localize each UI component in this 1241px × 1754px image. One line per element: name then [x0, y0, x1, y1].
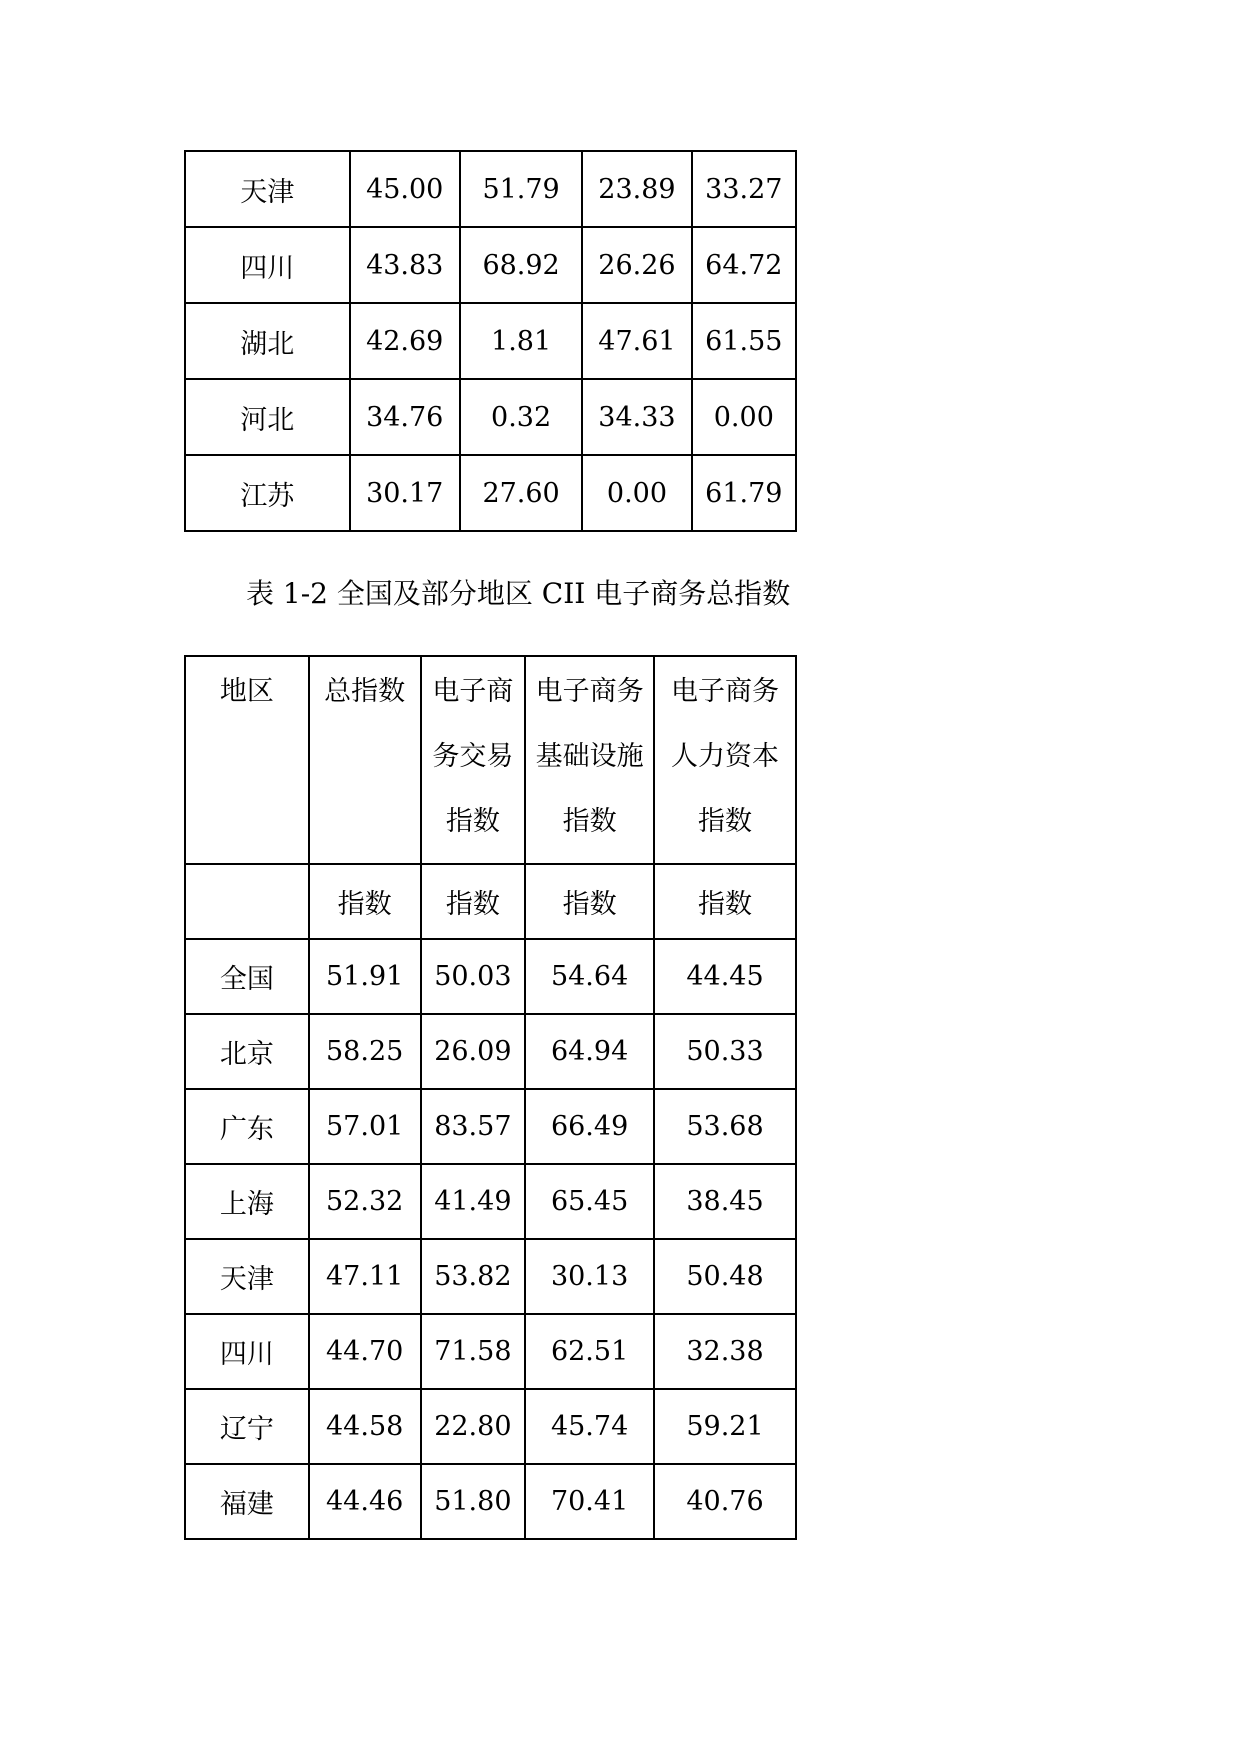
region-cell: 四川 [185, 1314, 309, 1389]
table-subheader-row [185, 864, 796, 939]
cii-ecommerce-index-table [184, 655, 797, 1540]
header-line: 人力资本 [671, 741, 779, 772]
header-human-capital-index [654, 656, 796, 864]
value-cell: 44.70 [309, 1314, 421, 1389]
regional-index-table-continued [184, 150, 797, 532]
value-cell: 22.80 [421, 1389, 526, 1464]
value-cell: 45.00 [350, 151, 460, 227]
table-caption: 表 1-2 全国及部分地区 CII 电子商务总指数 [246, 577, 791, 610]
table-row [185, 455, 796, 531]
header-line: 指数 [445, 806, 500, 837]
value-cell: 32.38 [654, 1314, 796, 1389]
header-line: 指数 [698, 806, 752, 837]
value-cell: 30.13 [525, 1239, 654, 1314]
header-line: 基础设施 [535, 741, 644, 772]
value-cell: 30.17 [350, 455, 460, 531]
value-cell: 50.48 [654, 1239, 796, 1314]
value-cell: 50.03 [421, 939, 526, 1014]
table-row [185, 1164, 796, 1239]
header-line: 指数 [562, 806, 617, 837]
table-row [185, 151, 796, 227]
value-cell: 34.33 [582, 379, 691, 455]
table-row [185, 379, 796, 455]
value-cell: 51.79 [460, 151, 582, 227]
header-total-index [309, 656, 421, 864]
region-cell: 天津 [185, 151, 350, 227]
value-cell: 42.69 [350, 303, 460, 379]
value-cell: 52.32 [309, 1164, 421, 1239]
header-infrastructure-index [525, 656, 654, 864]
table-row [185, 939, 796, 1014]
header-trade-index [421, 656, 526, 864]
table-header-row [185, 656, 796, 864]
region-cell: 河北 [185, 379, 350, 455]
table-row [185, 1014, 796, 1089]
value-cell: 23.89 [582, 151, 691, 227]
region-cell: 辽宁 [185, 1389, 309, 1464]
value-cell: 0.00 [582, 455, 691, 531]
value-cell: 0.32 [460, 379, 582, 455]
value-cell: 53.82 [421, 1239, 526, 1314]
region-cell: 广东 [185, 1089, 309, 1164]
table-row [185, 1389, 796, 1464]
value-cell: 40.76 [654, 1464, 796, 1539]
value-cell: 38.45 [654, 1164, 796, 1239]
header-region [185, 656, 309, 864]
region-cell: 湖北 [185, 303, 350, 379]
value-cell: 34.76 [350, 379, 460, 455]
header-line: 电子商 [432, 676, 514, 707]
value-cell: 1.81 [460, 303, 582, 379]
value-cell: 27.60 [460, 455, 582, 531]
value-cell: 68.92 [460, 227, 582, 303]
value-cell: 47.61 [582, 303, 691, 379]
value-cell: 66.49 [525, 1089, 654, 1164]
header-line: 地区 [219, 676, 274, 707]
region-cell: 江苏 [185, 455, 350, 531]
value-cell: 58.25 [309, 1014, 421, 1089]
value-cell: 53.68 [654, 1089, 796, 1164]
value-cell: 62.51 [525, 1314, 654, 1389]
value-cell: 45.74 [525, 1389, 654, 1464]
header-line: 电子商务 [671, 676, 779, 707]
value-cell: 51.91 [309, 939, 421, 1014]
value-cell: 71.58 [421, 1314, 526, 1389]
subheader-cell: 指数 [525, 864, 654, 939]
header-line: 电子商务 [535, 676, 644, 707]
region-cell: 天津 [185, 1239, 309, 1314]
value-cell: 44.46 [309, 1464, 421, 1539]
value-cell: 44.58 [309, 1389, 421, 1464]
subheader-cell: 指数 [309, 864, 421, 939]
subheader-cell: 指数 [654, 864, 796, 939]
value-cell: 70.41 [525, 1464, 654, 1539]
value-cell: 61.55 [692, 303, 796, 379]
value-cell: 64.72 [692, 227, 796, 303]
value-cell: 57.01 [309, 1089, 421, 1164]
value-cell: 59.21 [654, 1389, 796, 1464]
region-cell: 四川 [185, 227, 350, 303]
subheader-cell [185, 864, 309, 939]
value-cell: 54.64 [525, 939, 654, 1014]
value-cell: 33.27 [692, 151, 796, 227]
header-line: 总指数 [324, 676, 406, 707]
value-cell: 64.94 [525, 1014, 654, 1089]
region-cell: 全国 [185, 939, 309, 1014]
value-cell: 50.33 [654, 1014, 796, 1089]
value-cell: 65.45 [525, 1164, 654, 1239]
table-row [185, 303, 796, 379]
value-cell: 47.11 [309, 1239, 421, 1314]
value-cell: 61.79 [692, 455, 796, 531]
table-row [185, 227, 796, 303]
value-cell: 26.09 [421, 1014, 526, 1089]
table-row [185, 1089, 796, 1164]
subheader-cell: 指数 [421, 864, 526, 939]
value-cell: 43.83 [350, 227, 460, 303]
table-row [185, 1239, 796, 1314]
region-cell: 福建 [185, 1464, 309, 1539]
table-row [185, 1314, 796, 1389]
header-line: 务交易 [432, 741, 514, 772]
value-cell: 51.80 [421, 1464, 526, 1539]
table-row [185, 1464, 796, 1539]
value-cell: 26.26 [582, 227, 691, 303]
value-cell: 83.57 [421, 1089, 526, 1164]
region-cell: 北京 [185, 1014, 309, 1089]
value-cell: 41.49 [421, 1164, 526, 1239]
value-cell: 44.45 [654, 939, 796, 1014]
region-cell: 上海 [185, 1164, 309, 1239]
value-cell: 0.00 [692, 379, 796, 455]
